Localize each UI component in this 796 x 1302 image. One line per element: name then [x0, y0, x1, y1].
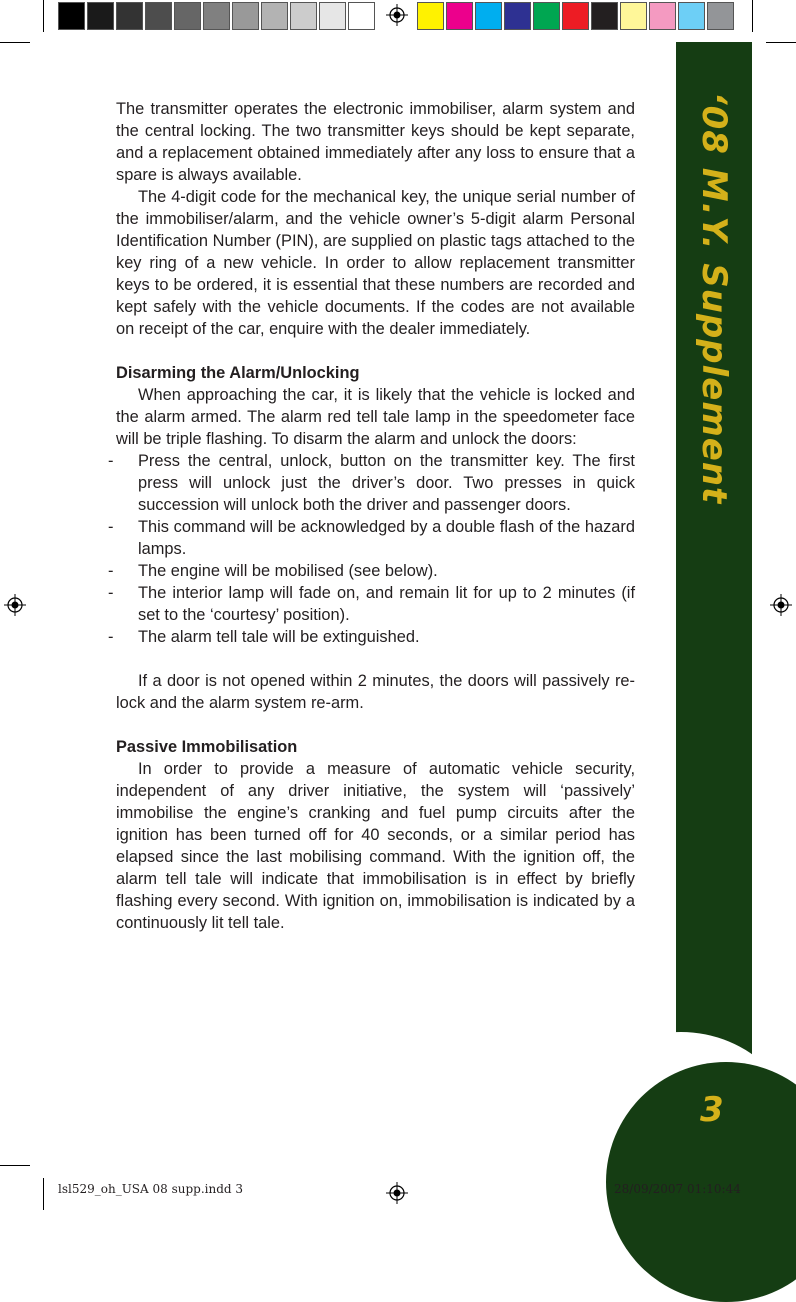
color-swatch	[290, 2, 317, 30]
list-dash: -	[108, 518, 114, 536]
color-swatch	[591, 2, 618, 30]
crop-mark	[0, 1165, 30, 1166]
color-swatch	[446, 2, 473, 30]
intro-paragraph: The transmitter operates the electronic immobiliser, alarm system and the central locking. The two transmitter keys should be kept separate, and a replacement obtained immediately after any loss to ensure that a spare is always available.	[116, 100, 635, 184]
crop-mark	[43, 1178, 44, 1210]
list-item	[108, 516, 635, 560]
list-dash: -	[108, 562, 114, 580]
crop-mark	[766, 42, 796, 43]
color-swatch	[620, 2, 647, 30]
color-swatch	[707, 2, 734, 30]
body-paragraph: When approaching the car, it is likely that the vehicle is locked and the alarm armed. The alarm red tell tale lamp in the speedometer face will be triple flashing. To disarm the alarm and unlock the doors:	[116, 386, 635, 448]
registration-mark-icon	[386, 1182, 408, 1204]
color-swatch	[261, 2, 288, 30]
color-swatch	[649, 2, 676, 30]
list-dash: -	[108, 584, 114, 602]
list-item	[108, 582, 635, 626]
body-paragraph: If a door is not opened within 2 minutes, the doors will passively re-lock and the alarm system re-arm.	[116, 672, 635, 712]
registration-mark-icon	[386, 4, 408, 26]
list-item-text: This command will be acknowledged by a double flash of the hazard lamps.	[138, 518, 635, 558]
intro-paragraph: The 4-digit code for the mechanical key, the unique serial number of the immobiliser/alarm, and the vehicle owner’s 5-digit alarm Personal Identification Number (PIN), are supplied on plastic tags attached to the key ring of a new vehicle. In order to allow replacement transmitter keys to be ordered, it is essential that these numbers are recorded and kept safely with the vehicle documents. If the codes are not available on receipt of the car, enquire with the dealer immediately.	[116, 188, 635, 338]
color-swatch	[58, 2, 85, 30]
registration-mark-icon	[4, 594, 26, 616]
color-swatch	[562, 2, 589, 30]
steps-list	[108, 450, 635, 648]
color-swatch	[203, 2, 230, 30]
process-color-bar	[417, 2, 736, 31]
color-swatch	[232, 2, 259, 30]
crop-mark	[752, 0, 753, 32]
crop-mark	[0, 42, 30, 43]
list-dash: -	[108, 452, 114, 470]
color-swatch	[475, 2, 502, 30]
crop-mark	[43, 0, 44, 32]
list-item-text: Press the central, unlock, button on the transmitter key. The first press will unlock just the driver’s door. Two presses in quick succession will unlock both the driver and passenger doors.	[138, 452, 635, 514]
section-title: ‘08 M.Y. Supplement	[694, 91, 734, 505]
list-item-text: The engine will be mobilised (see below).	[138, 562, 438, 580]
section-heading: Disarming the Alarm/Unlocking	[116, 364, 360, 382]
color-swatch	[417, 2, 444, 30]
list-item	[108, 450, 635, 516]
list-item-text: The alarm tell tale will be extinguished.	[138, 628, 420, 646]
section-heading: Passive Immobilisation	[116, 738, 298, 756]
footer-timestamp: 28/09/2007 01:10:44	[614, 1182, 741, 1196]
color-swatch	[533, 2, 560, 30]
color-swatch	[174, 2, 201, 30]
color-swatch	[678, 2, 705, 30]
color-swatch	[87, 2, 114, 30]
list-item-text: The interior lamp will fade on, and remain lit for up to 2 minutes (if set to the ‘courtesy’ position).	[138, 584, 635, 624]
color-swatch	[116, 2, 143, 30]
list-dash: -	[108, 628, 114, 646]
list-item	[108, 626, 635, 648]
color-swatch	[348, 2, 375, 30]
color-swatch	[319, 2, 346, 30]
page-number: 3	[700, 1090, 724, 1130]
grayscale-color-bar	[58, 2, 377, 31]
registration-mark-icon	[770, 594, 792, 616]
body-paragraph: In order to provide a measure of automatic vehicle security, independent of any driver initiative, the system will ‘passively’ immobilise the engine’s cranking and fuel pump circuits after the ignition has been turned off for 40 seconds, or a similar period has elapsed since the last mobilising command. With the ignition off, the alarm tell tale will indicate that immobilisation is in effect by briefly flashing every second. With ignition on, immobilisation is indicated by a continuously lit tell tale.	[116, 760, 635, 932]
page-content	[108, 98, 635, 934]
color-swatch	[504, 2, 531, 30]
color-swatch	[145, 2, 172, 30]
list-item	[108, 560, 635, 582]
footer-file-name: lsl529_oh_USA 08 supp.indd 3	[58, 1182, 244, 1196]
